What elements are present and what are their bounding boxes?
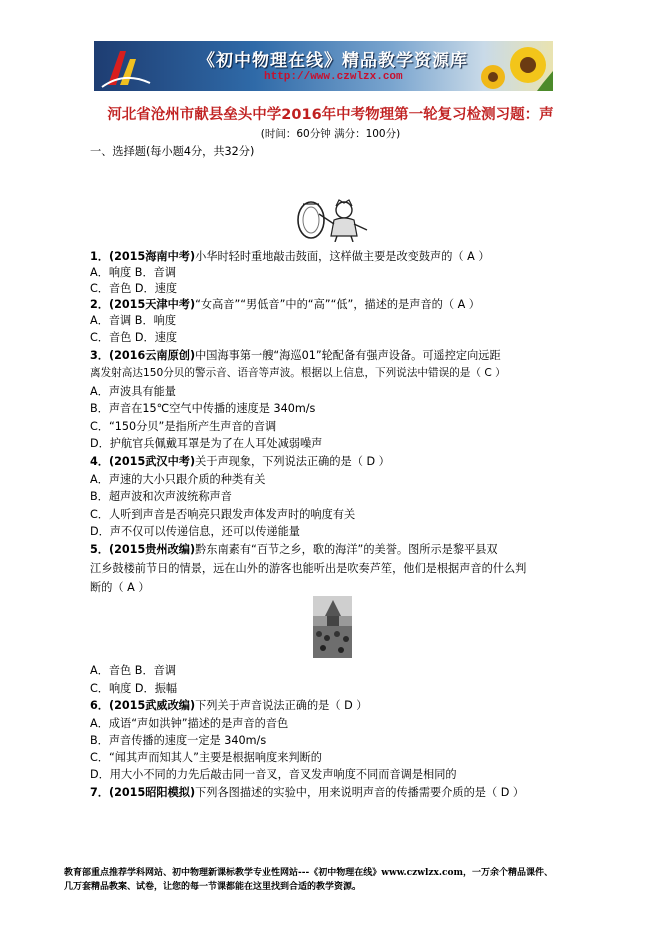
q6-option-a: A．成语“声如洪钟”描述的是声音的音色 xyxy=(90,717,289,730)
q3-option-a: A．声波具有能量 xyxy=(90,385,176,398)
q4-option-d: D．声不仅可以传递信息，还可以传递能量 xyxy=(90,525,300,538)
q6-option-c: C．“闻其声而知其人”主要是根据响度来判断的 xyxy=(90,751,322,764)
section-heading: 一、选择题(每小题4分，共32分) xyxy=(90,145,255,158)
drum-illustration xyxy=(289,196,372,242)
q4-option-a: A．声速的大小只跟介质的种类有关 xyxy=(90,473,266,486)
question-7: 7．(2015昭阳模拟)下列各图描述的实验中，用来说明声音的传播需要介质的是（ D ） xyxy=(90,786,525,799)
q1-option-ab: A．响度 B．音调 xyxy=(90,266,177,279)
sunflower-icon xyxy=(473,41,553,91)
q2-option-ab: A．音调 B．响度 xyxy=(90,314,177,327)
q3-option-d: D．护航官兵佩戴耳罩是为了在人耳处减弱噪声 xyxy=(90,437,323,450)
banner-title: 《初中物理在线》精品教学资源库 xyxy=(198,51,468,71)
question-6: 6．(2015武威改编)下列关于声音说法正确的是（ D ） xyxy=(90,699,368,712)
q5-option-ab: A．音色 B．音调 xyxy=(90,664,177,677)
header-banner xyxy=(94,41,553,91)
page-footer xyxy=(64,866,604,894)
question-3-cont: 离发射高达150分贝的警示音、语音等声波。根据以上信息，下列说法中错误的是（ C ） xyxy=(90,367,506,379)
exam-meta: (时间：60分钟 满分：100分) xyxy=(260,128,401,140)
question-5-cont2: 断的（ A ） xyxy=(90,581,150,594)
question-2: 2．(2015天津中考)“女高音”“男低音”中的“高”“低”，描述的是声音的（ A ） xyxy=(90,298,480,311)
question-1: 1．(2015海南中考)小华时轻时重地敲击鼓面，这样做主要是改变鼓声的（ A ） xyxy=(90,250,490,263)
footer-line-1: 教育部重点推荐学科网站、初中物理新课标教学专业性网站---《初中物理在线》www.czwlzx.com，一万余个精品课件、 xyxy=(64,868,554,878)
document-title: 河北省沧州市献县垒头中学2016年中考物理第一轮复习检测习题：声 xyxy=(107,107,554,123)
q2-option-cd: C．音色 D．速度 xyxy=(90,331,178,344)
q5-option-cd: C．响度 D．振幅 xyxy=(90,682,178,695)
q3-option-b: B．声音在15℃空气中传播的速度是 340m/s xyxy=(90,402,316,415)
question-5: 5．(2015贵州改编)黔东南素有“百节之乡，歌的海洋”的美誉。图所示是黎平县双 xyxy=(90,543,498,556)
site-logo-icon xyxy=(94,41,154,91)
q4-option-b: B．超声波和次声波统称声音 xyxy=(90,490,232,503)
q6-option-b: B．声音传播的速度一定是 340m/s xyxy=(90,734,267,747)
lusheng-festival-photo xyxy=(313,596,352,658)
q3-option-c: C．“150分贝”是指所产生声音的音调 xyxy=(90,420,277,433)
q1-option-cd: C．音色 D．速度 xyxy=(90,282,178,295)
question-4: 4．(2015武汉中考)关于声现象，下列说法正确的是（ D ） xyxy=(90,455,390,468)
banner-url[interactable]: http://www.czwlzx.com xyxy=(264,71,403,83)
footer-line-2: 几万套精品教案、试卷，让您的每一节课都能在这里找到合适的教学资源。 xyxy=(64,882,362,892)
q4-option-c: C．人听到声音是否响亮只跟发声体发声时的响度有关 xyxy=(90,508,356,521)
question-5-cont: 江乡鼓楼前节日的情景，远在山外的游客也能听出是吹奏芦笙，他们是根据声音的什么判 xyxy=(90,562,527,575)
question-3: 3．(2016云南原创)中国海事第一艘“海巡01”轮配备有强声设备。可遥控定向远距 xyxy=(90,349,501,362)
q6-option-d: D．用大小不同的力先后敲击同一音叉，音叉发声响度不同而音调是相同的 xyxy=(90,768,457,781)
